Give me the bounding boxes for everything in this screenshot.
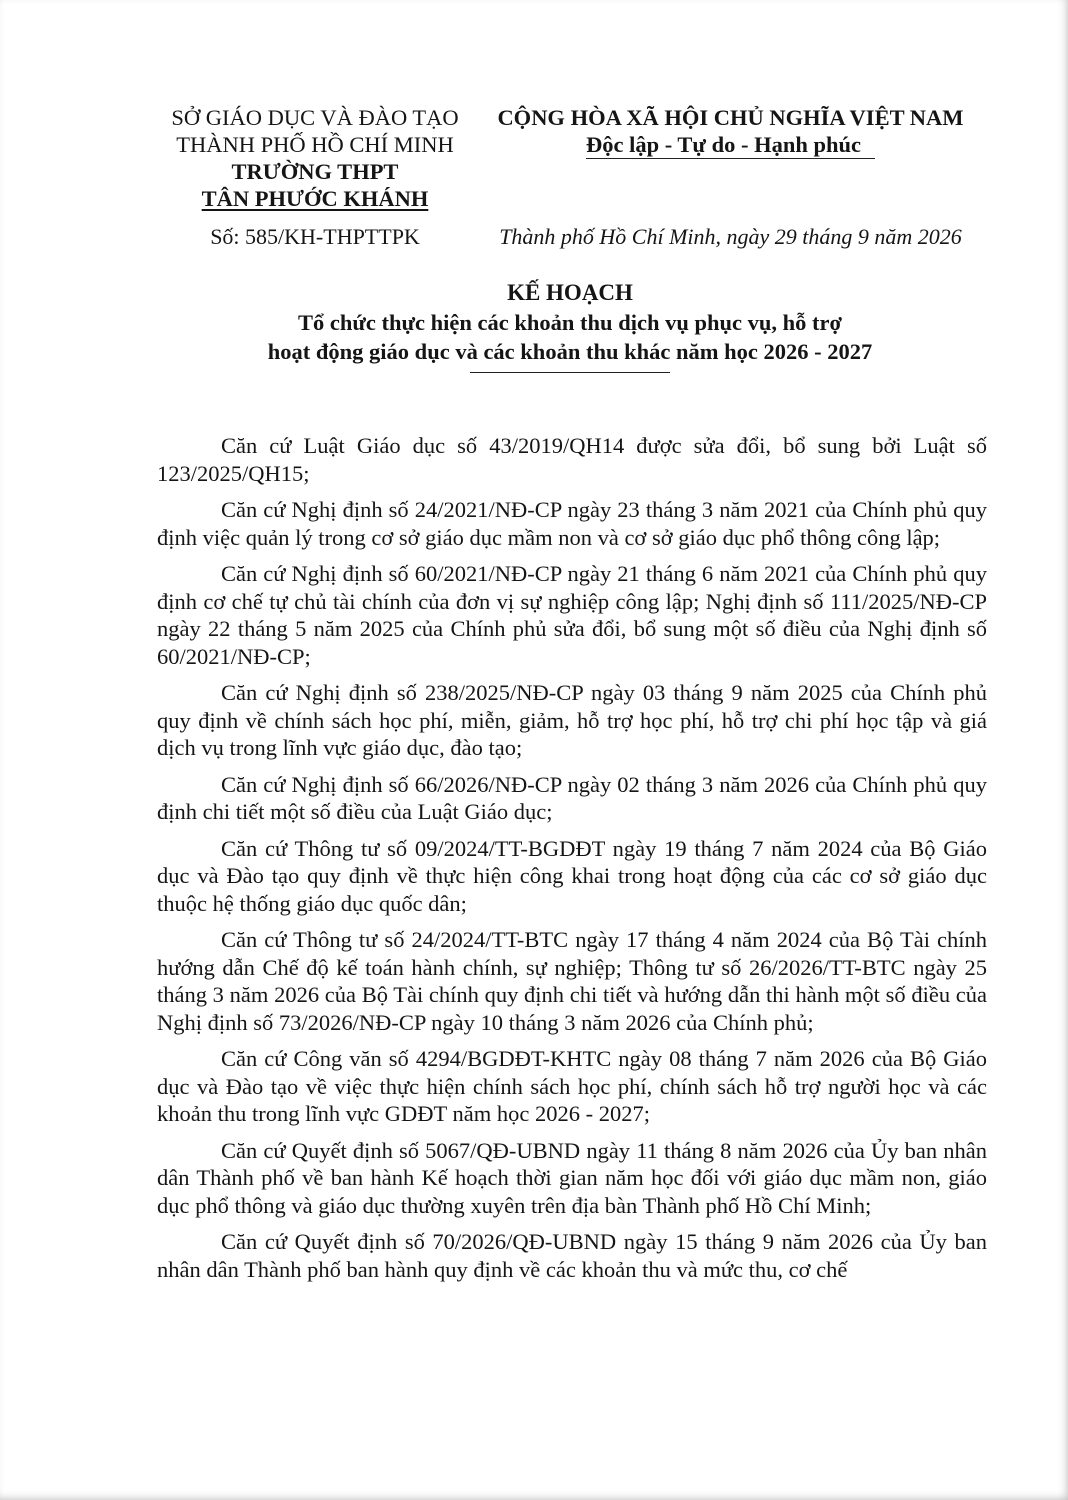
legal-basis-paragraph: Căn cứ Nghị định số 238/2025/NĐ-CP ngày 03 tháng 9 năm 2025 của Chính phủ quy định về chính sách học phí, miễn, giảm, hỗ trợ học phí, hỗ trợ chi phí học tập và giá dịch vụ trong lĩnh vực giáo dục, đào tạo; (157, 680, 987, 760)
nation-name: CỘNG HÒA XÃ HỘI CHỦ NGHĨA VIỆT NAM (497, 105, 964, 130)
legal-basis-paragraph: Căn cứ Nghị định số 60/2021/NĐ-CP ngày 21 tháng 6 năm 2021 của Chính phủ quy định cơ chế tự chủ tài chính của đơn vị sự nghiệp công lập; Nghị định số 111/2025/NĐ-CP ngày 22 tháng 5 năm 2025 của Chính phủ sửa đổi, bổ sung một số điều của Nghị định số 60/2021/NĐ-CP; (157, 561, 987, 669)
national-heading (478, 104, 983, 159)
legal-basis-paragraph: Căn cứ Nghị định số 66/2026/NĐ-CP ngày 02 tháng 3 năm 2026 của Chính phủ quy định chi tiết một số điều của Luật Giáo dục; (157, 771, 987, 824)
reference-number: Số: 585/KH-THPTTPK (210, 224, 420, 249)
document-header (0, 104, 1068, 254)
school-line: TÂN PHƯỚC KHÁNH (201, 186, 429, 211)
legal-basis-paragraph: Căn cứ Nghị định số 24/2021/NĐ-CP ngày 23 tháng 3 năm 2021 của Chính phủ quy định việc quản lý trong cơ sở giáo dục mầm non và cơ sở giáo dục phổ thông công lập; (157, 497, 987, 550)
document-body (157, 432, 987, 1292)
legal-basis-paragraph: Căn cứ Quyết định số 70/2026/QĐ-UBND ngày 15 tháng 9 năm 2026 của Ủy ban nhân dân Thành phố ban hành quy định về các khoản thu và mức thu, cơ chế (157, 1229, 987, 1282)
legal-basis-paragraph: Căn cứ Thông tư số 09/2024/TT-BGDĐT ngày 19 tháng 7 năm 2024 của Bộ Giáo dục và Đào tạo quy định về thực hiện công khai trong hoạt động của các cơ sở giáo dục thuộc hệ thống giáo dục quốc dân; (157, 835, 987, 916)
title-divider (470, 372, 670, 373)
legal-basis-paragraph: Căn cứ Công văn số 4294/BGDĐT-KHTC ngày 08 tháng 7 năm 2026 của Bộ Giáo dục và Đào tạo về việc thực hiện chính sách học phí, chính sách hỗ trợ người học và các khoản thu trong lĩnh vực GDĐT năm học 2026 - 2027; (157, 1046, 987, 1126)
subtitle-line: hoạt động giáo dục và các khoản thu khác năm học 2026 - 2027 (267, 339, 873, 364)
org-line: SỞ GIÁO DỤC VÀ ĐÀO TẠO (171, 105, 459, 130)
org-line: THÀNH PHỐ HỒ CHÍ MINH (176, 132, 454, 157)
issuing-authority (150, 104, 480, 212)
national-motto: Độc lập - Tự do - Hạnh phúc (586, 131, 875, 159)
subtitle-line: Tổ chức thực hiện các khoản thu dịch vụ phục vụ, hỗ trợ (298, 310, 842, 335)
school-line: TRƯỜNG THPT (231, 159, 399, 184)
legal-basis-paragraph: Căn cứ Luật Giáo dục số 43/2019/QH14 được sửa đổi, bổ sung bởi Luật số 123/2025/QH15; (157, 433, 987, 486)
legal-basis-paragraph: Căn cứ Thông tư số 24/2024/TT-BTC ngày 17 tháng 4 năm 2024 của Bộ Tài chính hướng dẫn Chế độ kế toán hành chính, sự nghiệp; Thông tư số 26/2026/TT-BTC ngày 25 tháng 3 năm 2026 của Bộ Tài chính quy định chi tiết và hướng dẫn thi hành một số điều của Nghị định số 73/2026/NĐ-CP ngày 10 tháng 3 năm 2026 của Chính phủ; (157, 927, 987, 1035)
legal-basis-paragraph: Căn cứ Quyết định số 5067/QĐ-UBND ngày 11 tháng 8 năm 2026 của Ủy ban nhân dân Thành phố về ban hành Kế hoạch thời gian năm học đối với giáo dục mầm non, giáo dục phổ thông và giáo dục thường xuyên trên địa bàn Thành phố Hồ Chí Minh; (157, 1137, 987, 1218)
document-title (150, 278, 990, 373)
place-date: Thành phố Hồ Chí Minh, ngày 29 tháng 9 năm 2026 (499, 224, 962, 249)
document-type: KẾ HOẠCH (507, 280, 633, 305)
